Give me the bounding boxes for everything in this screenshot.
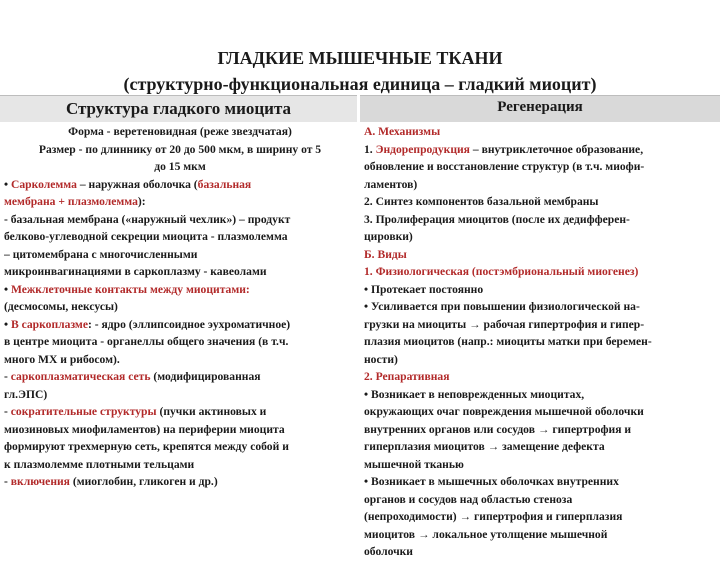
text-line: белково-углеводной секреции миоцита - плазмолемма (4, 230, 288, 243)
table-header-row (0, 95, 720, 121)
text-line: миоцитов → локальное утолщение мышечной (364, 527, 608, 541)
text-line: внутренних органов или сосудов → гипертрофия и (364, 422, 632, 436)
text-line: грузки на миоциты → рабочая гипертрофия и гипер- (364, 317, 645, 331)
text-line: обновление и восстановление структур (в т.ч. миофи- (364, 160, 645, 173)
text-line: формируют трехмерную сеть, крепятся между собой и (4, 440, 289, 453)
title-line-1: ГЛАДКИЕ МЫШЕЧНЫЕ ТКАНИ (217, 48, 503, 68)
text-line: ности) (364, 352, 398, 366)
text-line: 2. Репаративная (364, 370, 450, 383)
text-line: до 15 мкм (154, 160, 206, 173)
text-line: • Межклеточные контакты между миоцитами: (4, 282, 250, 296)
text-line: Размер - по длиннику от 20 до 500 мкм, в ширину от 5 (38, 142, 322, 156)
text-line: (десмосомы, нексусы) (4, 300, 118, 313)
text-line: микроинвагинациями в саркоплазму - кавеолами (4, 265, 267, 278)
text-line: к плазмолемме плотными тельцами (4, 457, 195, 471)
structure-column (4, 123, 356, 491)
text-line: окружающих очаг повреждения мышечной оболочки (364, 405, 644, 418)
text-line: 1. Физиологическая (постэмбриональный миогенез) (364, 265, 639, 278)
text-line: миозиновых миофиламентов) на периферии миоцита (4, 422, 285, 436)
text-line: Форма - веретеновидная (реже звездчатая) (68, 125, 292, 138)
text-line: – цитомембрана с многочисленными (4, 247, 198, 261)
text-line: 1. Эндорепродукция – внутриклеточное образование, (364, 142, 644, 156)
text-line: • Возникает в мышечных оболочках внутренних (364, 475, 619, 488)
text-line: гиперплазия миоцитов → замещение дефекта (364, 440, 605, 453)
text-line: плазия миоцитов (напр.: миоциты матки при беремен- (364, 335, 652, 348)
title-line-2: (структурно-функциональная единица – гладкий миоцит) (123, 74, 597, 94)
text-line: в центре миоцита - органеллы общего значения (в т.ч. (4, 335, 289, 348)
text-line: гл.ЭПС) (4, 387, 48, 401)
text-line: А. Механизмы (364, 125, 441, 138)
text-line: органов и сосудов над областью стеноза (364, 492, 573, 506)
text-line: • Сарколемма – наружная оболочка (базальная (4, 177, 252, 191)
text-line: 2. Синтез компонентов базальной мембраны (364, 195, 599, 208)
page-title (0, 45, 720, 97)
text-line: Б. Виды (364, 247, 407, 261)
text-line: • В саркоплазме: - ядро (эллипсоидное эухроматичное) (4, 317, 291, 331)
text-line: много МХ и рибосом). (4, 352, 120, 366)
text-line: - включения (миоглобин, гликоген и др.) (4, 475, 218, 488)
header-regeneration: Регенерация (360, 95, 720, 122)
text-line: • Усиливается при повышении физиологической на- (364, 300, 640, 313)
text-line: - сократительные структуры (пучки актиновых и (4, 405, 267, 418)
text-line: - саркоплазматическая сеть (модифицированная (4, 370, 261, 383)
content-table (0, 95, 720, 121)
regeneration-column (364, 123, 716, 561)
text-line: ламентов) (364, 177, 418, 191)
text-line: • Протекает постоянно (364, 282, 484, 296)
text-line: цировки) (364, 230, 413, 243)
header-structure: Структура гладкого миоцита (0, 95, 357, 122)
text-line: оболочки (364, 545, 413, 558)
text-line: 3. Пролиферация миоцитов (после их дедифферен- (364, 212, 630, 226)
text-line: (непроходимости) → гипертрофия и гиперплазия (364, 510, 623, 523)
text-line: • Возникает в неповрежденных миоцитах, (364, 387, 585, 401)
text-line: - базальная мембрана («наружный чехлик») – продукт (4, 212, 291, 226)
text-line: мембрана + плазмолемма): (4, 195, 146, 208)
text-line: мышечной тканью (364, 457, 464, 471)
